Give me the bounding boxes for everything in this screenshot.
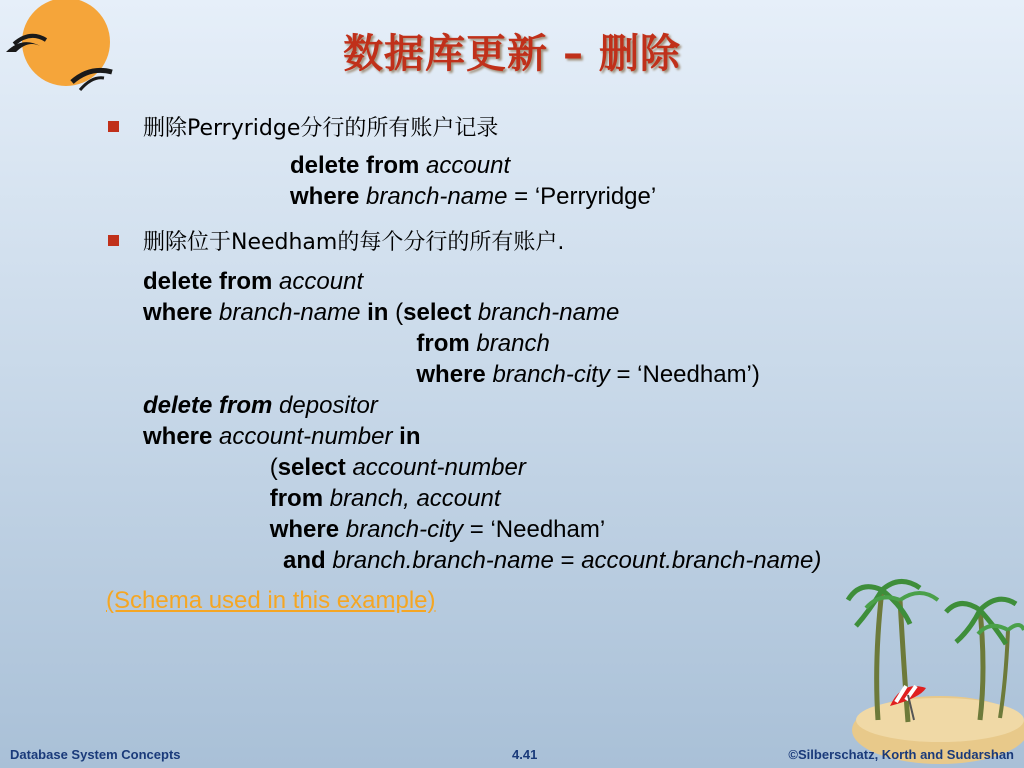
footer-left: Database System Concepts bbox=[10, 747, 181, 762]
op: ( bbox=[395, 299, 404, 326]
op: = ‘Perryridge’ bbox=[507, 183, 657, 210]
bullet-square-icon bbox=[108, 121, 119, 132]
bullet-2-text: 删除位于Needham的每个分行的所有账户. bbox=[143, 230, 565, 255]
col: account.branch-name) bbox=[581, 547, 822, 574]
code-block-1 bbox=[290, 150, 656, 212]
col: branch.branch-name bbox=[332, 547, 554, 574]
kw: where bbox=[143, 423, 213, 450]
kw: from bbox=[269, 485, 324, 512]
code-block-2 bbox=[143, 266, 821, 576]
kw: delete from bbox=[143, 268, 273, 295]
kw: delete from bbox=[143, 392, 273, 419]
kw: delete from bbox=[290, 152, 420, 179]
bullet-square-icon bbox=[108, 235, 119, 246]
op: = bbox=[553, 547, 582, 574]
tbl: depositor bbox=[279, 392, 378, 419]
col: branch-name bbox=[366, 183, 508, 210]
col: account-number bbox=[219, 423, 393, 450]
kw: where bbox=[416, 361, 486, 388]
kw: from bbox=[416, 330, 470, 357]
kw: where bbox=[290, 183, 360, 210]
kw: in bbox=[367, 299, 389, 326]
col: account-number bbox=[352, 454, 526, 481]
schema-link[interactable]: (Schema used in this example) bbox=[106, 587, 436, 614]
kw: select bbox=[403, 299, 472, 326]
bullet-1-text: 删除Perryridge分行的所有账户记录 bbox=[143, 116, 499, 141]
slide-title: 数据库更新 – 删除 bbox=[343, 31, 681, 77]
footer-page-number: 4.41 bbox=[512, 747, 538, 762]
kw: where bbox=[269, 516, 340, 543]
kw: select bbox=[277, 454, 346, 481]
col: branch-city bbox=[492, 361, 610, 388]
col: branch-city bbox=[345, 516, 464, 543]
op: = ‘Needham’) bbox=[609, 361, 760, 388]
kw: in bbox=[399, 423, 421, 450]
tbl: account bbox=[279, 268, 364, 295]
kw: and bbox=[283, 547, 326, 574]
palm-island-icon bbox=[830, 570, 1024, 768]
kw: where bbox=[143, 299, 213, 326]
col: branch-name bbox=[219, 299, 361, 326]
op: = ‘Needham’ bbox=[463, 516, 606, 543]
col: branch-name bbox=[477, 299, 620, 326]
tbl: branch, account bbox=[329, 485, 501, 512]
tbl: account bbox=[426, 152, 511, 179]
bullet-1 bbox=[108, 111, 498, 142]
op: ( bbox=[269, 454, 278, 481]
bullet-2 bbox=[108, 225, 564, 256]
tbl: branch bbox=[476, 330, 550, 357]
footer-right: ©Silberschatz, Korth and Sudarshan bbox=[788, 747, 1014, 762]
